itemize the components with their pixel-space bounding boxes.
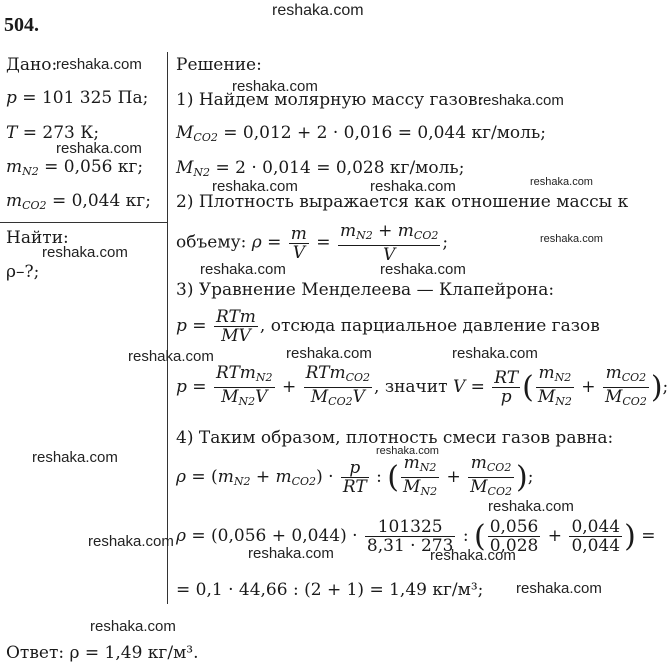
eq-mendeleev: p = $\frac{\text{RTm}}{MV}$ , отсюда парциальное давление газов	[176, 307, 600, 346]
step-2: 2) Плотность выражается как отношение массы к	[176, 192, 629, 212]
watermark: reshaka.com	[32, 449, 118, 466]
watermark: reshaka.com	[42, 244, 128, 261]
given-heading: Дано:	[6, 55, 58, 75]
given-mass-co2: $m_{CO2} = 0,044$ кг;	[6, 191, 151, 212]
watermark: reshaka.com	[286, 345, 372, 362]
watermark: reshaka.com	[200, 261, 286, 278]
eq-partial: p = $\frac{RTm_{N2}}{M_{N2}V}$ + $\frac{RTm_{CO2}}{M_{CO2}V}$ , значит V = $\frac{RT}{p}$ ( $\frac{m_{N2}}{M_{N2}}$ + $\frac{m_{CO2}}{M_{CO2}}$ );	[176, 363, 668, 408]
watermark: reshaka.com	[488, 498, 574, 515]
watermark: reshaka.com	[232, 78, 318, 95]
watermark: reshaka.com	[452, 345, 538, 362]
watermark: reshaka.com	[478, 92, 564, 109]
watermark: reshaka.com	[430, 547, 516, 564]
watermark: reshaka.com	[530, 176, 593, 188]
step-3: 3) Уравнение Менделеева — Клапейрона:	[176, 280, 555, 300]
watermark: reshaka.com	[540, 233, 603, 245]
watermark-top: reshaka.com	[272, 2, 364, 19]
given-temperature: T = 273 К;	[6, 123, 100, 143]
eq-molar-n2: $M_{N2} = 2 \cdot 0,014 = 0,028$ кг/моль;	[176, 158, 465, 179]
given-mass-n2: $m_{N2} = 0,056$ кг;	[6, 157, 144, 178]
find-line: ρ–?;	[6, 262, 40, 282]
given-pressure: p = 101 325 Па;	[6, 88, 149, 108]
solution-heading: Решение:	[176, 55, 262, 75]
answer: Ответ: ρ = 1,49 кг/м³.	[6, 643, 199, 663]
eq-result: = 0,1 · 44,66 : (2 + 1) = 1,49 кг/м³;	[176, 580, 484, 600]
watermark: reshaka.com	[56, 56, 142, 73]
watermark: reshaka.com	[248, 545, 334, 562]
watermark: reshaka.com	[516, 580, 602, 597]
watermark: reshaka.com	[90, 618, 176, 635]
watermark: reshaka.com	[376, 445, 439, 457]
eq-mixture-density: $\rho = (m_{N2} + m_{CO2})$ · $\frac{p}{RT}$ : ( $\frac{m_{N2}}{M_{N2}}$ + $\frac{m_{CO2}}{M_{CO2}}$ );	[176, 453, 534, 498]
step-4: 4) Таким образом, плотность смеси газов равна:	[176, 428, 614, 448]
horizontal-divider	[0, 222, 167, 223]
find-heading: Найти:	[6, 228, 69, 248]
watermark: reshaka.com	[56, 140, 142, 157]
vertical-divider	[167, 52, 168, 604]
watermark: reshaka.com	[380, 261, 466, 278]
watermark: reshaka.com	[88, 533, 174, 550]
watermark: reshaka.com	[212, 178, 298, 195]
watermark: reshaka.com	[128, 348, 214, 365]
problem-number: 504.	[4, 14, 39, 36]
eq-density: объему: ρ = $\frac{m}{V}$ = $\frac{m_{N2} + m_{CO2}}{V}$ ;	[176, 221, 449, 265]
eq-molar-co2: $M_{CO2} = 0,012 + 2 \cdot 0,016 = 0,044$ кг/моль;	[176, 123, 546, 144]
eq-numeric: ρ = (0,056 + 0,044) · $\frac{101325}{8,31 \cdot 273}$ : ( $\frac{0,056}{0,028}$ + $\frac{0,044}{0,044}$ ) =	[176, 517, 656, 556]
step-1: 1) Найдем молярную массу газов:	[176, 90, 484, 110]
watermark: reshaka.com	[370, 178, 456, 195]
